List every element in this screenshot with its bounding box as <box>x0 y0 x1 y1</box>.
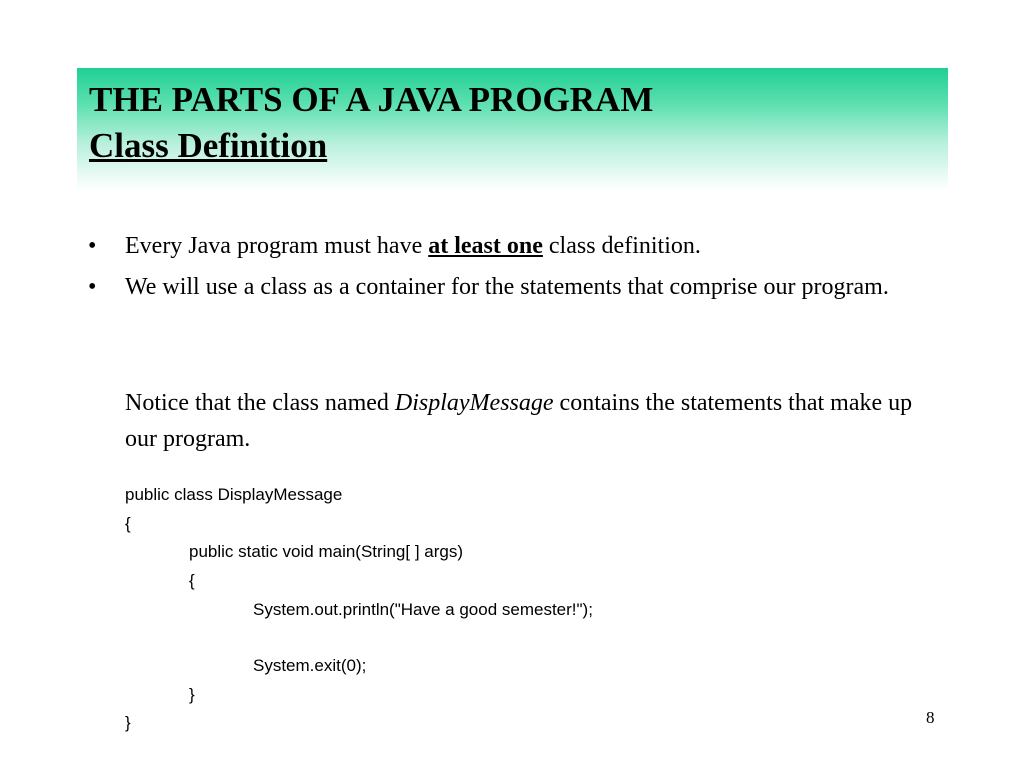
slide-subtitle: Class Definition <box>89 126 328 165</box>
code-line: System.exit(0); <box>253 656 367 675</box>
notice-text-before: Notice that the class named <box>125 390 395 416</box>
notice-paragraph <box>125 385 935 457</box>
bullet-1-text-before: Every Java program must have <box>125 233 429 259</box>
notice-text-after: contains the statements that make up our program. <box>125 390 913 452</box>
code-line: { <box>125 514 131 533</box>
bullet-marker: • <box>88 233 97 259</box>
code-line: } <box>125 713 131 732</box>
code-line: } <box>189 685 195 704</box>
title-band <box>77 68 948 190</box>
code-line: { <box>189 571 195 590</box>
bullet-marker: • <box>88 274 97 300</box>
code-line: public class DisplayMessage <box>125 485 343 504</box>
bullet-1-emphasis: at least one <box>428 233 543 259</box>
notice-class-name: DisplayMessage <box>394 390 554 416</box>
code-line: System.out.println("Have a good semester!"); <box>253 600 593 619</box>
page-number: 8 <box>926 708 935 727</box>
slide-title: THE PARTS OF A JAVA PROGRAM <box>89 80 654 119</box>
code-line: public static void main(String[ ] args) <box>189 542 463 561</box>
bullet-item-2: We will use a class as a container for the statements that comprise our program. <box>125 274 889 300</box>
bullet-1-text-after: class definition. <box>542 233 701 259</box>
bullet-item-1 <box>125 228 935 264</box>
